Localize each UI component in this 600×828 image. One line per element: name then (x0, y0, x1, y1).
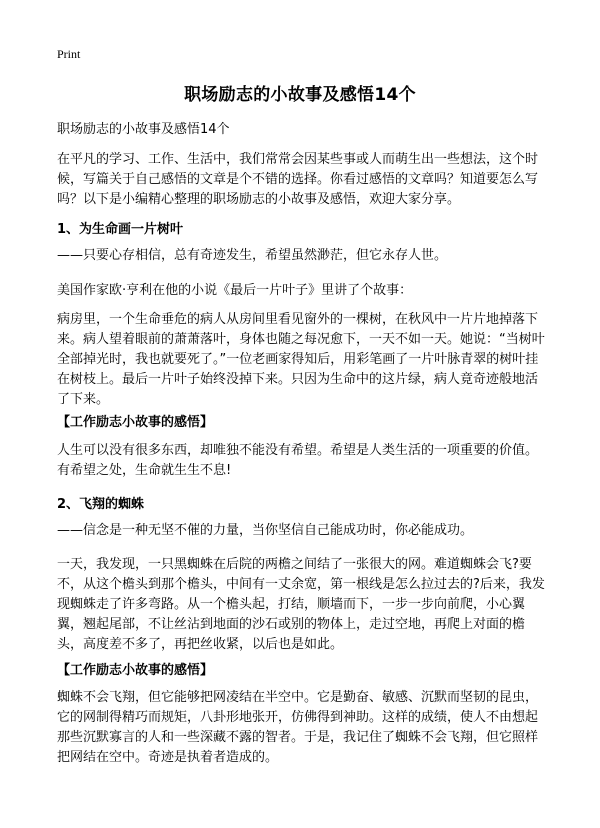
story-2-heading: 2、飞翔的蜘蛛 (57, 497, 145, 512)
story-1-body: 病房里，一个生命垂危的病人从房间里看见窗外的一棵树，在秋风中一片片地掉落下来。病人望着眼前的萧萧落叶，身体也随之每况愈下，一天不如一天。她说：“当树叶全部掉光时，我也就要死了。”一位老画家得知后，用彩笔画了一片叶脉青翠的树叶挂在树枝上。最后一片叶子始终没掉下来。只因为生命中的这片绿，病人竟奇迹般地活了下来。 (57, 312, 545, 407)
story-1-insight: 人生可以没有很多东西，却唯独不能没有希望。希望是人类生活的一项重要的价值。有希望之处，生命就生生不息! (57, 443, 539, 478)
story-2-insight-heading: 【工作励志小故事的感悟】 (57, 663, 214, 678)
print-link[interactable]: Print (57, 47, 81, 61)
intro-paragraph: 在平凡的学习、工作、生活中，我们常常会因某些事或人而萌生出一些想法，这个时候，写篇关于自己感悟的文章是个不错的选择。你看过感悟的文章吗？知道要怎么写吗？以下是小编精心整理的职场励志的小故事及感悟，欢迎大家分享。 (57, 152, 539, 207)
story-1-quote: ——只要心存相信，总有奇迹发生，希望虽然渺茫，但它永存人世。 (57, 248, 448, 263)
subtitle: 职场励志的小故事及感悟14个 (57, 122, 230, 137)
story-2-quote: ——信念是一种无坚不催的力量，当你坚信自己能成功时，你必能成功。 (57, 523, 474, 538)
story-2-body: 一天，我发现，一只黑蜘蛛在后院的两檐之间结了一张很大的网。难道蜘蛛会飞?要不，从这个檐头到那个檐头，中间有一丈余宽，第一根线是怎么拉过去的?后来，我发现蜘蛛走了许多弯路。从一个檐头起，打结，顺墙而下，一步一步向前爬，小心翼翼，翘起尾部，不让丝沾到地面的沙石或别的物体上，走过空地，再爬上对面的檐头，高度差不多了，再把丝收紧，以后也是如此。 (57, 557, 545, 652)
page-title: 职场励志的小故事及感悟14个 (184, 85, 416, 105)
story-2-insight: 蜘蛛不会飞翔，但它能够把网凌结在半空中。它是勤奋、敏感、沉默而坚韧的昆虫，它的网制得精巧而规矩，八卦形地张开，仿佛得到神助。这样的成绩，使人不由想起那些沉默寡言的人和一些深藏不露的智者。于是，我记住了蜘蛛不会飞翔，但它照样把网结在空中。奇迹是执着者造成的。 (57, 690, 539, 765)
story-1-lead: 美国作家欧·亨利在他的小说《最后一片叶子》里讲了个故事： (57, 283, 413, 298)
story-1-insight-heading: 【工作励志小故事的感悟】 (57, 415, 214, 430)
story-1-heading: 1、为生命画一片树叶 (57, 222, 184, 237)
